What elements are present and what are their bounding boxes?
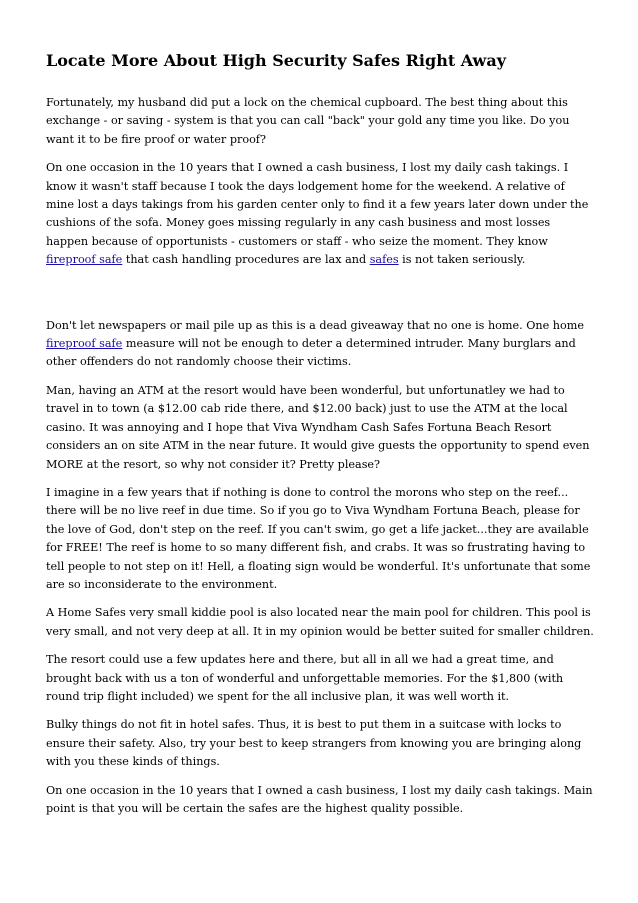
body-paragraph [46,94,594,149]
paragraph-text: I imagine in a few years that if nothing is done to control the morons who step on the reef... there will be no live reef in due time. So if you go to Viva Wyndham Fortuna Beach, please for the love of God, don't step on the reef. If you can't swim, go get a life jacket...they are available for FREE! The reef is home to so many different fish, and crabs. It was so frustrating having to tell people to not step on it! Hell, a floating sign would be wonderful. It's unfortunate that some are so inconsiderate to the environment. [46,485,591,591]
paragraph-text: On one occasion in the 10 years that I owned a cash business, I lost my daily cash takings. Main point is that you will be certain the safes are the highest quality possible. [46,783,593,815]
page-title: Locate More About High Security Safes Right Away [46,51,506,70]
paragraph-text: On one occasion in the 10 years that I owned a cash business, I lost my daily cash takings. I know it wasn't staff because I took the days lodgement home for the weekend. A relative of mine lost a days takings from his garden center only to find it a few years later down under the cushions of the sofa. Money goes missing regularly in any cash business and most losses happen because of opportunists - customers or staff - who seize the moment. They know [46,161,589,248]
paragraph-text: Bulky things do not fit in hotel safes. Thus, it is best to put them in a suitcase with locks to ensure their safety. Also, try your best to keep strangers from knowing you are bringing along with you these kinds of things. [46,718,582,769]
inline-link[interactable]: safes [369,253,399,267]
body-paragraph [46,159,594,269]
paragraph-text: Fortunately, my husband did put a lock on the chemical cupboard. The best thing about this exchange - or saving - system is that you can call "back" your gold any time you like. Do you want it to be fire proof or water proof? [46,96,570,146]
paragraph-text: A Home Safes very small kiddie pool is also located near the main pool for children. This pool is very small, and not very deep at all. It in my opinion would be better suited for smaller children. [46,606,594,638]
paragraph-text: that cash handling procedures are lax and [122,253,370,267]
body-paragraph [46,484,594,594]
paragraph-text: Man, having an ATM at the resort would have been wonderful, but unfortunatley we had to travel in to town (a $12.00 cab ride there, and $12.00 back) just to use the ATM at the local casino. It was annoying and I hope that Viva Wyndham Cash Safes Fortuna Beach Resort considers an on site ATM in the near future. It would give guests the opportunity to spend even MORE at the resort, so why not consider it? Pretty please? [46,383,590,471]
body-paragraph [46,716,594,771]
document-page [46,50,594,828]
paragraph-text: is not taken seriously. [398,253,526,267]
body-paragraph [46,651,594,706]
document-body [46,94,594,818]
paragraph-text: The resort could use a few updates here and there, but all in all we had a great time, and brought back with us a ton of wonderful and unforgettable memories. For the $1,800 (with round trip flight included) we spent for the all inclusive plan, it was well worth it. [46,653,564,703]
paragraph-text: Don't let newspapers or mail pile up as this is a dead giveaway that no one is home. One home [46,318,584,332]
body-paragraph [46,604,594,641]
body-paragraph [46,382,594,474]
body-paragraph [46,317,594,372]
paragraph-text: measure will not be enough to deter a determined intruder. Many burglars and other offenders do not randomly choose their victims. [46,337,576,369]
body-paragraph [46,782,594,819]
inline-link[interactable]: fireproof safe [46,253,123,267]
inline-link[interactable]: fireproof safe [46,337,123,351]
